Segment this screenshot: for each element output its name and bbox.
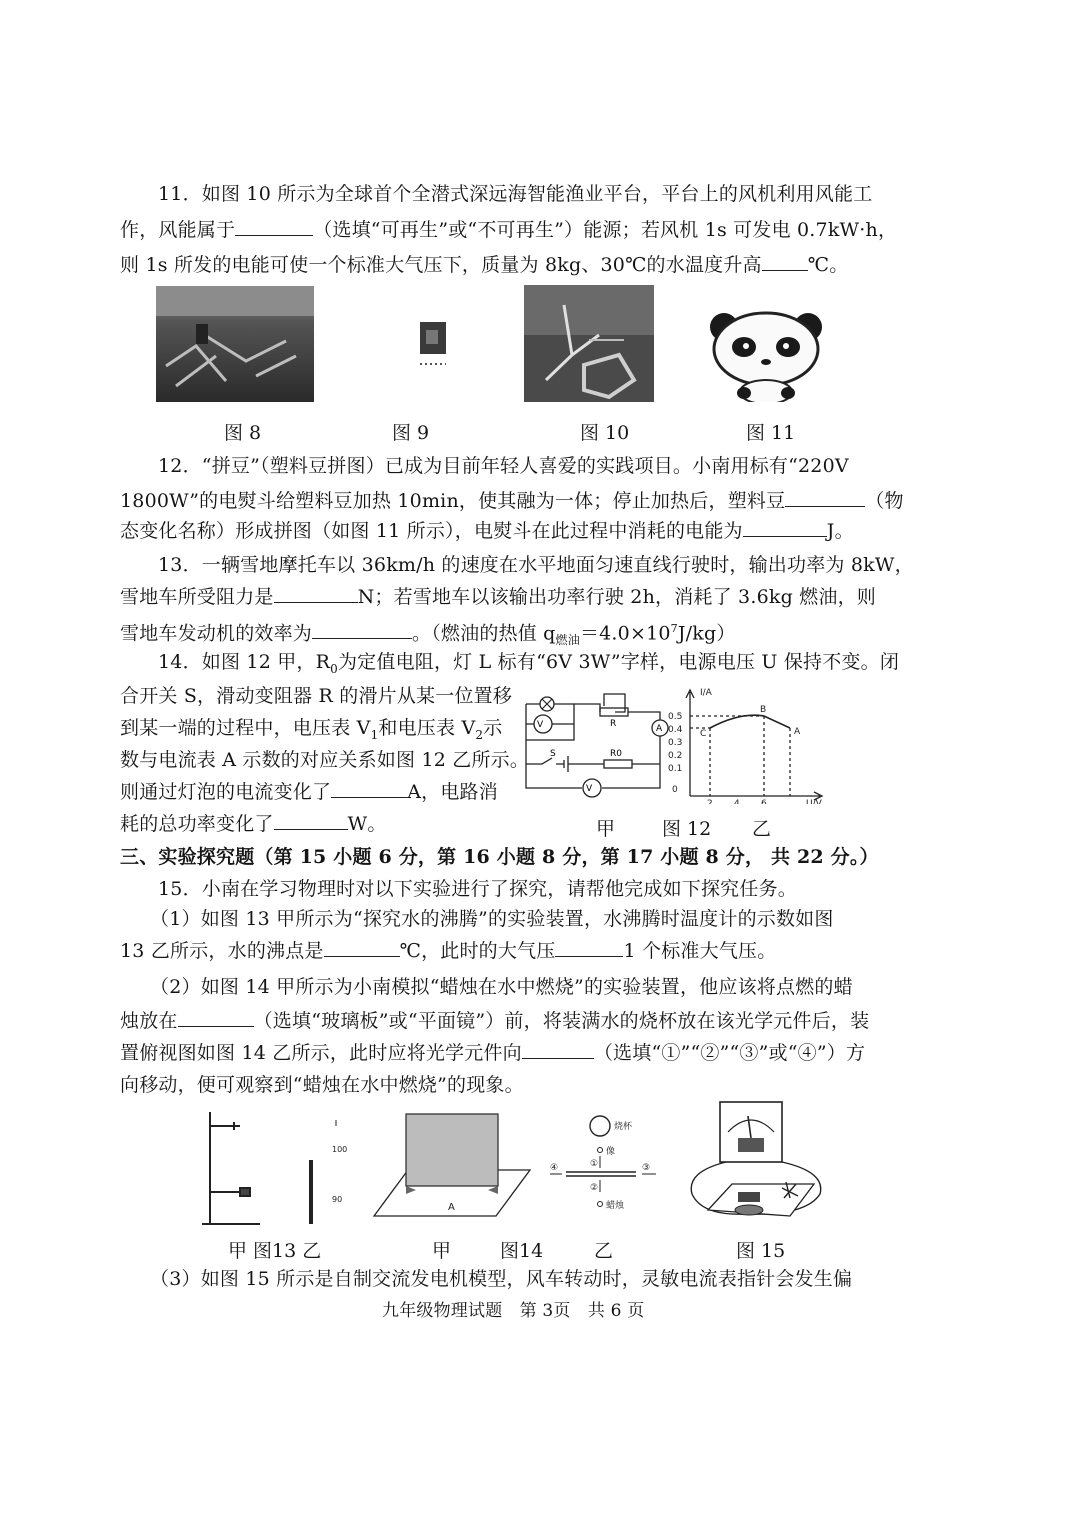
graph-ytick: 0.4 xyxy=(668,725,683,735)
figure-14-top-view xyxy=(546,1112,662,1218)
answer-blank[interactable] xyxy=(274,811,348,830)
graph-point-b: B xyxy=(760,705,767,715)
page-footer: 九年级物理试题 第 3页 共 6 页 xyxy=(382,1301,645,1321)
q15-part2-line-4: 向移动，便可观察到“蜡烛在水中燃烧”的现象。 xyxy=(120,1074,524,1096)
direction-label-2: ② xyxy=(590,1183,599,1193)
circuit-label-r: R xyxy=(610,719,617,729)
circuit-label-v2: V xyxy=(586,784,593,794)
label-beaker: 烧杯 xyxy=(614,1122,633,1132)
answer-blank[interactable] xyxy=(785,488,865,507)
q15-part2-line-3: 置俯视图如图 14 乙所示，此时应将光学元件向 （选填“①”“②”“③”或“④”）方 xyxy=(120,1042,866,1064)
q15-part2-line-2: 烛放在 （选填“玻璃板”或“平面镜”）前，将装满水的烧杯放在该光学元件后，装 xyxy=(120,1010,870,1032)
figure-15-caption: 图 15 xyxy=(736,1240,786,1262)
section-3-heading: 三、实验探究题（第 15 小题 6 分，第 16 小题 8 分，第 17 小题 8 分， 共 22 分。） xyxy=(120,846,879,868)
q12-line-2: 1800W”的电熨斗给塑料豆加热 10min，使其融为一体；停止加热后，塑料豆 （物 xyxy=(120,490,904,512)
graph-xtick: 4 xyxy=(734,799,740,804)
answer-blank[interactable] xyxy=(522,1040,594,1059)
figure-9-caption: 图 9 xyxy=(392,422,430,444)
graph-ytick: 0.2 xyxy=(668,751,683,761)
figure-13-stand xyxy=(200,1108,262,1228)
figure-14-glass-setup xyxy=(372,1110,532,1220)
figure-10-photo xyxy=(524,285,654,402)
direction-label-3: ③ xyxy=(642,1163,651,1173)
graph-ytick: 0.3 xyxy=(668,738,683,748)
graph-ytick: 0.5 xyxy=(668,712,683,722)
figure-8-photo xyxy=(156,286,314,402)
answer-blank[interactable] xyxy=(762,252,808,271)
answer-blank[interactable] xyxy=(178,1008,254,1027)
q12-line-1: 12．“拼豆”（塑料豆拼图）已成为目前年轻人喜爱的实践项目。小南用标有“220V xyxy=(158,455,849,477)
figure-15-generator-model xyxy=(686,1098,826,1226)
answer-blank[interactable] xyxy=(331,779,407,798)
q11-line-1: 11．如图 10 所示为全球首个全潜式深远海智能渔业平台，平台上的风机利用风能工 xyxy=(158,183,873,205)
label-candle: 蜡烛 xyxy=(606,1201,625,1211)
q15-part3-line-1: （3）如图 15 所示是自制交流发电机模型，风车转动时，灵敏电流表指针会发生偏 xyxy=(150,1268,853,1290)
direction-label-1: ① xyxy=(590,1159,599,1169)
answer-blank[interactable] xyxy=(555,938,623,957)
circuit-label-s: S xyxy=(550,749,556,759)
q14-line-2: 合开关 S，滑动变阻器 R 的滑片从某一位置移 xyxy=(120,685,513,707)
graph-y-axis-label: I/A xyxy=(700,688,712,698)
q14-line-1: 14．如图 12 甲，$R_0$为定值电阻，灯 L 标有“6V 3W”字样，电源电压 U 保持不变。闭 xyxy=(158,651,900,676)
figure-12-graph xyxy=(660,686,830,804)
q15-part2-line-1: （2）如图 14 甲所示为小南模拟“蜡烛在水中燃烧”的实验装置，他应该将点燃的蜡 xyxy=(150,976,853,998)
figure-14-caption-yi: 乙 xyxy=(594,1240,614,1262)
graph-ytick: 0 xyxy=(672,785,678,795)
circuit-label-r0: R0 xyxy=(610,749,622,759)
q15-intro: 15．小南在学习物理时对以下实验进行了探究，请帮他完成如下探究任务。 xyxy=(158,878,797,900)
figure-13-thermometer xyxy=(300,1118,356,1228)
figure-14-label-a: A xyxy=(448,1202,455,1213)
q13-line-1: 13．一辆雪地摩托车以 36km/h 的速度在水平地面匀速直线行驶时，输出功率为 8kW， xyxy=(158,554,914,576)
figure-12-caption-jia: 甲 xyxy=(596,818,616,840)
circuit-label-v1: V xyxy=(537,720,544,730)
q13-line-3: 雪地车发动机的效率为 。（燃油的热值 $q_{燃油}=4.0\times 10^7J/kg$） xyxy=(120,622,736,648)
graph-xtick: 2 xyxy=(707,799,713,804)
q14-line-5: 则通过灯泡的电流变化了 A，电路消 xyxy=(120,781,498,803)
graph-point-c: C xyxy=(700,729,707,739)
figure-13-caption: 甲 图13 乙 xyxy=(228,1240,322,1262)
figure-11-panda-image xyxy=(702,307,830,402)
q11-line-2: 作，风能属于 （选填“可再生”或“不可再生”）能源；若风机 1s 可发电 0.7kW·h， xyxy=(120,219,898,241)
q11-line-3: 则 1s 所发的电能可使一个标准大气压下，质量为 8kg、30℃的水温度升高 ℃。 xyxy=(120,254,849,276)
figure-12-caption: 图 12 xyxy=(662,818,712,840)
figure-12-circuit xyxy=(520,690,670,800)
figure-14-caption-jia: 甲 xyxy=(432,1240,452,1262)
answer-blank[interactable] xyxy=(743,518,827,537)
q14-line-3: 到某一端的过程中，电压表 $V_1$和电压表 $V_2$示 xyxy=(120,717,503,742)
q14-line-6: 耗的总功率变化了 W。 xyxy=(120,813,387,835)
answer-blank[interactable] xyxy=(324,938,400,957)
q14-line-4: 数与电流表 A 示数的对应关系如图 12 乙所示。 xyxy=(120,749,530,771)
direction-label-4: ④ xyxy=(550,1163,559,1173)
graph-ytick: 0.1 xyxy=(668,764,683,774)
thermometer-90-label: 90 xyxy=(332,1195,343,1204)
figure-9-image xyxy=(418,320,452,372)
graph-point-a: A xyxy=(794,727,801,737)
answer-blank[interactable] xyxy=(312,620,412,639)
label-image: 像 xyxy=(606,1147,616,1157)
graph-x-axis-label: U/V xyxy=(806,799,822,804)
figure-10-caption: 图 10 xyxy=(580,422,630,444)
q12-line-3: 态变化名称）形成拼图（如图 11 所示），电熨斗在此过程中消耗的电能为 J。 xyxy=(120,520,854,542)
figure-12-caption-yi: 乙 xyxy=(752,818,772,840)
q15-part1-line-1: （1）如图 13 甲所示为“探究水的沸腾”的实验装置，水沸腾时温度计的示数如图 xyxy=(150,908,834,930)
q13-line-2: 雪地车所受阻力是 N；若雪地车以该输出功率行驶 2h，消耗了 3.6kg 燃油，则 xyxy=(120,586,876,608)
answer-blank[interactable] xyxy=(235,217,313,236)
graph-xtick: 6 xyxy=(761,799,767,804)
figure-8-caption: 图 8 xyxy=(224,422,262,444)
thermometer-100-label: 100 xyxy=(332,1145,348,1154)
q15-part1-line-2: 13 乙所示，水的沸点是 ℃，此时的大气压 1 个标准大气压。 xyxy=(120,940,777,962)
circuit-label-a: A xyxy=(656,724,663,734)
answer-blank[interactable] xyxy=(274,584,358,603)
figure-11-caption: 图 11 xyxy=(746,422,796,444)
figure-14-caption: 图14 xyxy=(500,1240,544,1262)
